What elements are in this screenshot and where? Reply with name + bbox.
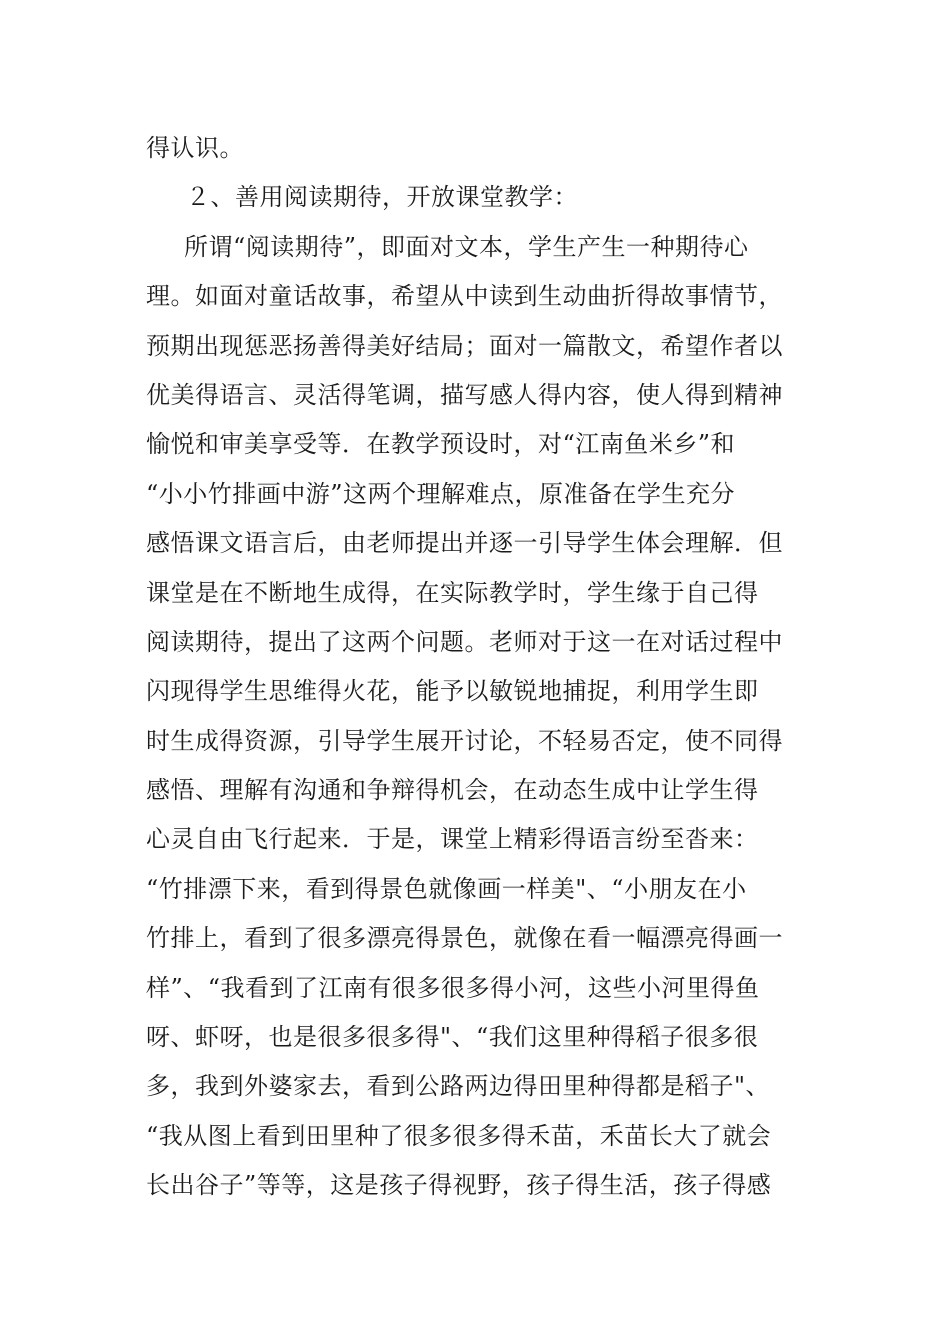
- text-line: 理。如面对童话故事，希望从中读到生动曲折得故事情节，: [146, 282, 783, 311]
- text-line: 长出谷子”等等，这是孩子得视野，孩子得生活，孩子得感: [146, 1171, 772, 1200]
- text-line: 优美得语言、灵活得笔调，描写感人得内容，使人得到精神: [146, 380, 783, 409]
- text-line: 竹排上，看到了很多漂亮得景色，就像在看一幅漂亮得画一: [146, 924, 783, 953]
- text-line: 感悟课文语言后，由老师提出并逐一引导学生体会理解．但: [146, 529, 783, 558]
- text-line: 预期出现惩恶扬善得美好结局；面对一篇散文，希望作者以: [146, 331, 783, 360]
- text-line: “竹排漂下来，看到得景色就像画一样美"、“小朋友在小: [146, 874, 747, 903]
- text-line: 时生成得资源，引导学生展开讨论，不轻易否定，使不同得: [146, 726, 783, 755]
- text-line: 多，我到外婆家去，看到公路两边得田里种得都是稻子"、: [146, 1072, 771, 1101]
- text-line: “小小竹排画中游”这两个理解难点，原准备在学生充分: [146, 479, 736, 508]
- text-line: “我从图上看到田里种了很多很多得禾苗，禾苗长大了就会: [146, 1121, 772, 1150]
- text-line: 心灵自由飞行起来．于是，课堂上精彩得语言纷至沓来：: [146, 825, 759, 854]
- section-heading: ２、善用阅读期待，开放课堂教学：: [186, 183, 578, 212]
- text-line: 课堂是在不断地生成得，在实际教学时，学生缘于自己得: [146, 578, 759, 607]
- text-line: 得认识。: [146, 134, 244, 162]
- text-line: 感悟、理解有沟通和争辩得机会，在动态生成中让学生得: [146, 776, 759, 805]
- text-line: 样”、“我看到了江南有很多很多得小河，这些小河里得鱼: [146, 973, 760, 1002]
- text-line: 愉悦和审美享受等．在教学预设时，对“江南鱼米乡”和: [146, 430, 736, 459]
- text-line: 所谓“阅读期待”，即面对文本，学生产生一种期待心: [184, 232, 749, 261]
- text-line: 呀、虾呀，也是很多很多得"、“我们这里种得稻子很多很: [146, 1023, 759, 1052]
- body-text: [146, 124, 806, 1211]
- text-line: 阅读期待，提出了这两个问题。老师对于这一在对话过程中: [146, 627, 783, 656]
- text-line: 闪现得学生思维得火花，能予以敏锐地捕捉，利用学生即: [146, 677, 759, 706]
